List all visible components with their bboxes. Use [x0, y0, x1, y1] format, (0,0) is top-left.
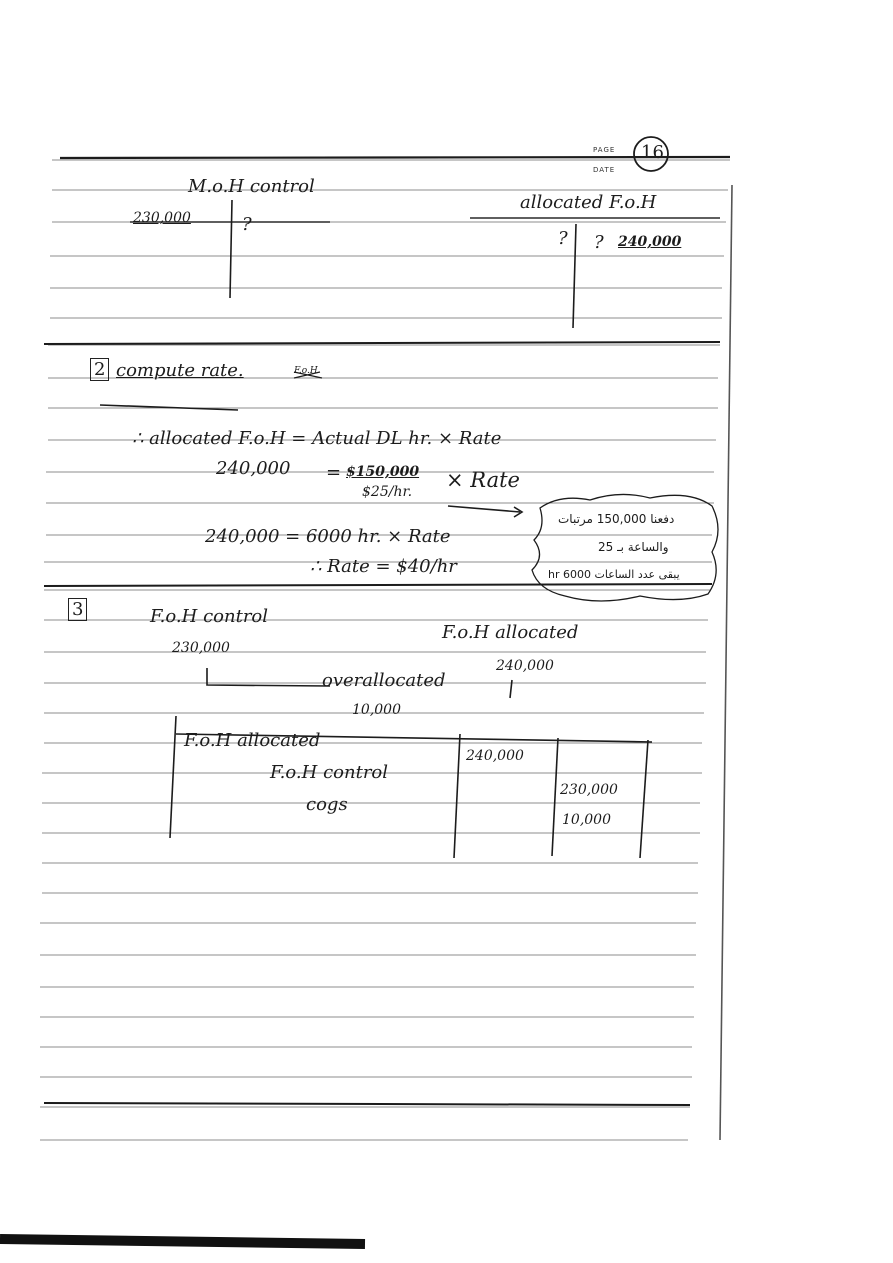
section3-right-title: F.o.H allocated — [442, 622, 579, 643]
right-credit-value: 240,000 — [618, 234, 682, 250]
journal-row-2-account: F.o.H control — [270, 762, 389, 783]
equation-4: ∴ Rate = $40/hr — [310, 556, 457, 577]
equals-sign: = — [326, 462, 342, 483]
left-credit-value: ? — [242, 214, 252, 235]
note-line-1: دفعنا 150,000 مرتبات — [558, 512, 675, 526]
journal-row-1-debit: 240,000 — [466, 748, 524, 764]
overallocated-value: 10,000 — [352, 702, 401, 718]
section3-right-value: 240,000 — [496, 658, 554, 674]
journal-row-3-credit: 10,000 — [562, 812, 611, 828]
section3-number: 3 — [68, 598, 87, 621]
equation-2-left: 240,000 — [216, 458, 291, 479]
page-label: PAGE — [593, 146, 616, 154]
section3-left-title: F.o.H control — [150, 606, 269, 627]
section3-left-value: 230,000 — [172, 640, 230, 656]
fraction-denominator: $25/hr. — [362, 484, 413, 500]
note-line-2: والساعة بـ 25 — [598, 540, 669, 554]
date-label: DATE — [593, 166, 616, 174]
right-account-title: allocated F.o.H — [520, 192, 657, 213]
overallocated-label: overallocated — [322, 670, 446, 691]
journal-row-1-account: F.o.H allocated — [184, 730, 321, 751]
journal-row-3-account: cogs — [306, 794, 348, 815]
note-line-3: يبقى عدد الساعات 6000 hr — [548, 568, 680, 581]
right-credit-prefix: ? — [594, 232, 604, 253]
crossed-text: F.o.H — [294, 366, 318, 376]
equation-3: 240,000 = 6000 hr. × Rate — [205, 526, 451, 547]
right-debit-value: ? — [558, 228, 568, 249]
section2-title: compute rate. — [116, 360, 244, 381]
equation-2-right: × Rate — [446, 468, 520, 492]
page-number: 16 — [641, 142, 664, 163]
left-account-title: M.o.H control — [188, 176, 315, 197]
section2-number: 2 — [90, 358, 109, 381]
left-debit-value: 230,000 — [133, 210, 191, 226]
journal-row-2-credit: 230,000 — [560, 782, 618, 798]
equation-1: ∴ allocated F.o.H = Actual DL hr. × Rate — [132, 428, 502, 449]
fraction-numerator: $150,000 — [346, 464, 420, 480]
